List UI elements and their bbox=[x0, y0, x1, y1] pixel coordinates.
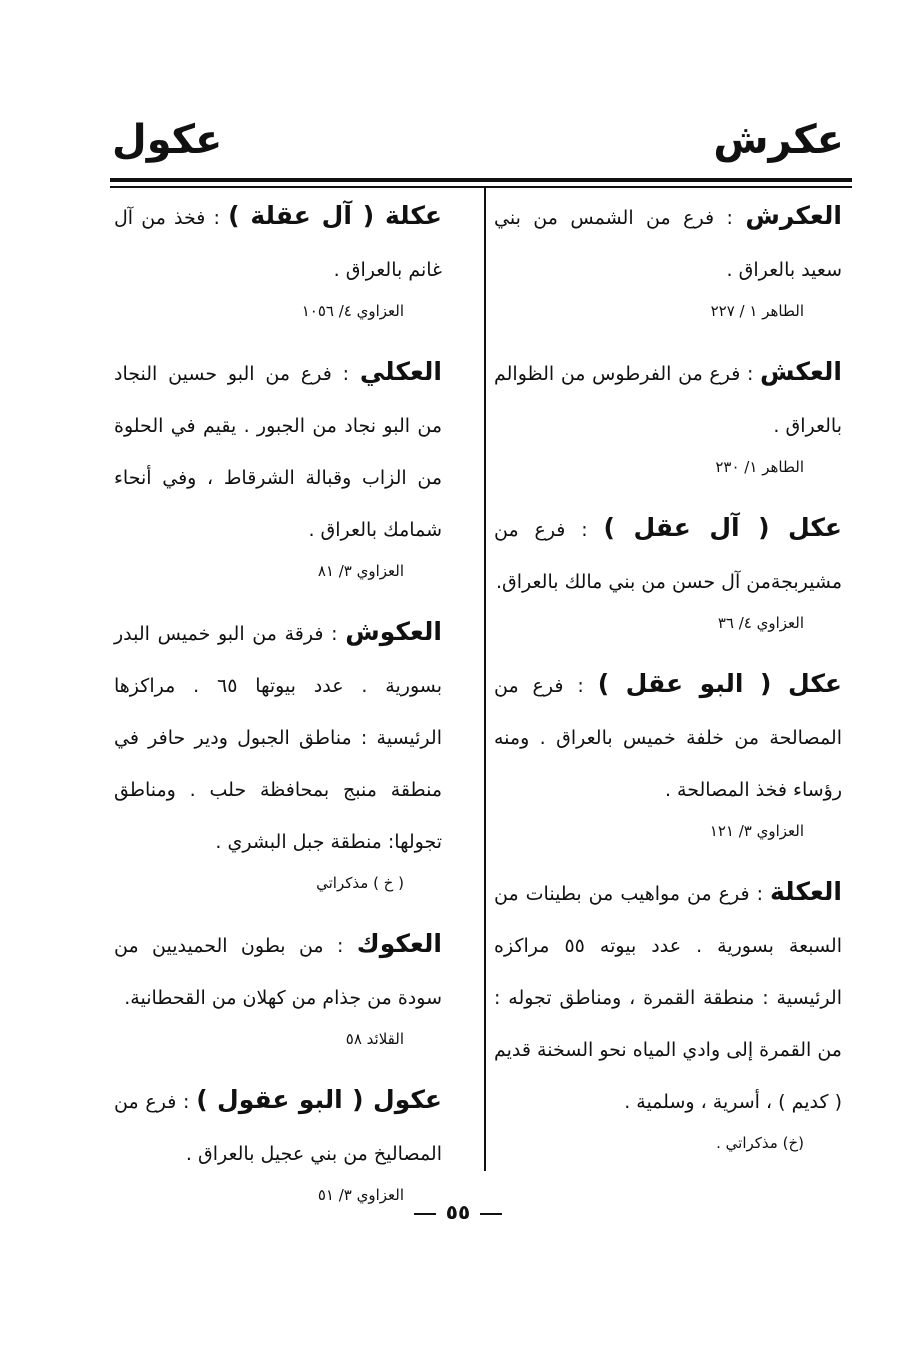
entry-definition: : فرع من البو حسين النجاد من البو نجاد من الجبور . يقيم في الحلوة من الزاب وقبالة الشرقاط ، وفي أنحاء شمامك بالعراق . bbox=[114, 363, 442, 541]
entry bbox=[114, 190, 442, 326]
entry bbox=[114, 346, 442, 586]
entry-headword: العكوش bbox=[345, 617, 442, 646]
entry-definition: : فرع من الفرطوس من الظوالم بالعراق . bbox=[494, 363, 842, 437]
entry-text bbox=[114, 346, 442, 556]
entry-headword: العكرش bbox=[745, 201, 842, 230]
entry-definition: : فرع من المصاليخ من بني عجيل بالعراق . bbox=[114, 1091, 442, 1165]
folio-dash bbox=[414, 1213, 436, 1215]
entry-definition: : من بطون الحميديين من سودة من جذام من كهلان من القحطانية. bbox=[114, 935, 442, 1009]
entry-text bbox=[114, 1074, 442, 1180]
entry-headword: عكول ( البو عقول ) bbox=[196, 1085, 442, 1114]
entry-text bbox=[494, 190, 842, 296]
entry bbox=[114, 606, 442, 898]
header-rule-thin bbox=[110, 186, 852, 188]
entry-text bbox=[494, 502, 842, 608]
folio-dash bbox=[480, 1213, 502, 1215]
column-divider bbox=[484, 186, 486, 1171]
entry-text bbox=[494, 346, 842, 452]
entry bbox=[494, 866, 842, 1158]
entry-source: الطاهر ١ / ٢٢٧ bbox=[710, 302, 804, 320]
entry-definition: : فرع من الشمس من بني سعيد بالعراق . bbox=[494, 207, 842, 281]
entry-text bbox=[494, 658, 842, 816]
entry-headword: العكلة bbox=[770, 877, 842, 906]
entry-source: العزاوي ٣/ ٨١ bbox=[317, 562, 404, 580]
page-number-footer bbox=[0, 1200, 916, 1224]
entry-source: ( خ ) مذكراتي bbox=[316, 874, 404, 892]
entry-source: العزاوي ٣/ ٥١ bbox=[317, 1186, 404, 1204]
header-rule-thick bbox=[110, 178, 852, 182]
entry-headword: العكش bbox=[760, 357, 842, 386]
entry bbox=[494, 346, 842, 482]
entry-source: العزاوي ٣/ ١٢١ bbox=[709, 822, 804, 840]
entry-headword: العكلي bbox=[359, 357, 442, 386]
entry-definition: : فرع من مشيربجةمن آل حسن من بني مالك بالعراق. bbox=[494, 519, 842, 593]
entry-text bbox=[114, 606, 442, 868]
entry-text bbox=[114, 190, 442, 296]
entry-source: القلائد ٥٨ bbox=[345, 1030, 404, 1048]
entry-headword: عكل ( البو عقل ) bbox=[597, 669, 842, 698]
running-header-right: عكرش bbox=[713, 117, 844, 163]
entry-source: العزاوي ٤/ ١٠٥٦ bbox=[301, 302, 404, 320]
entry-text bbox=[494, 866, 842, 1128]
entry-definition: : فرقة من البو خميس البدر بسورية . عدد بيوتها ٦٥ . مراكزها الرئيسية : مناطق الجبول ودير حافر في منطقة منبج بمحافظة حلب . ومناطق تجولها: منطقة جبل البشري . bbox=[114, 623, 442, 853]
entry-text bbox=[114, 918, 442, 1024]
entry bbox=[114, 1074, 442, 1210]
entry-headword: عكلة ( آل عقلة ) bbox=[228, 201, 442, 230]
entry bbox=[494, 190, 842, 326]
entry bbox=[494, 658, 842, 846]
right-column bbox=[494, 190, 842, 1178]
entry-definition: : فخذ من آل غانم بالعراق . bbox=[114, 207, 442, 281]
entry bbox=[114, 918, 442, 1054]
entry-definition: : فرع من المصالحة من خلفة خميس بالعراق . ومنه رؤساء فخذ المصالحة . bbox=[494, 675, 842, 801]
entry bbox=[494, 502, 842, 638]
running-header-left: عكول bbox=[112, 117, 223, 163]
page-number: ٥٥ bbox=[445, 1200, 471, 1224]
entry-source: الطاهر ١/ ٢٣٠ bbox=[715, 458, 804, 476]
entry-headword: العكوك bbox=[356, 929, 442, 958]
entry-definition: : فرع من مواهيب من بطينات من السبعة بسورية . عدد بيوته ٥٥ مراكزه الرئيسية : منطقة القمرة ، ومناطق تجوله : من القمرة إلى وادي المياه نحو السخنة قديم ( كديم ) ، أسرية ، وسلمية . bbox=[494, 883, 842, 1113]
entry-source: (خ) مذكراتي . bbox=[716, 1134, 804, 1152]
entry-headword: عكل ( آل عقل ) bbox=[603, 513, 842, 542]
left-column bbox=[114, 190, 442, 1230]
entry-source: العزاوي ٤/ ٣٦ bbox=[717, 614, 804, 632]
